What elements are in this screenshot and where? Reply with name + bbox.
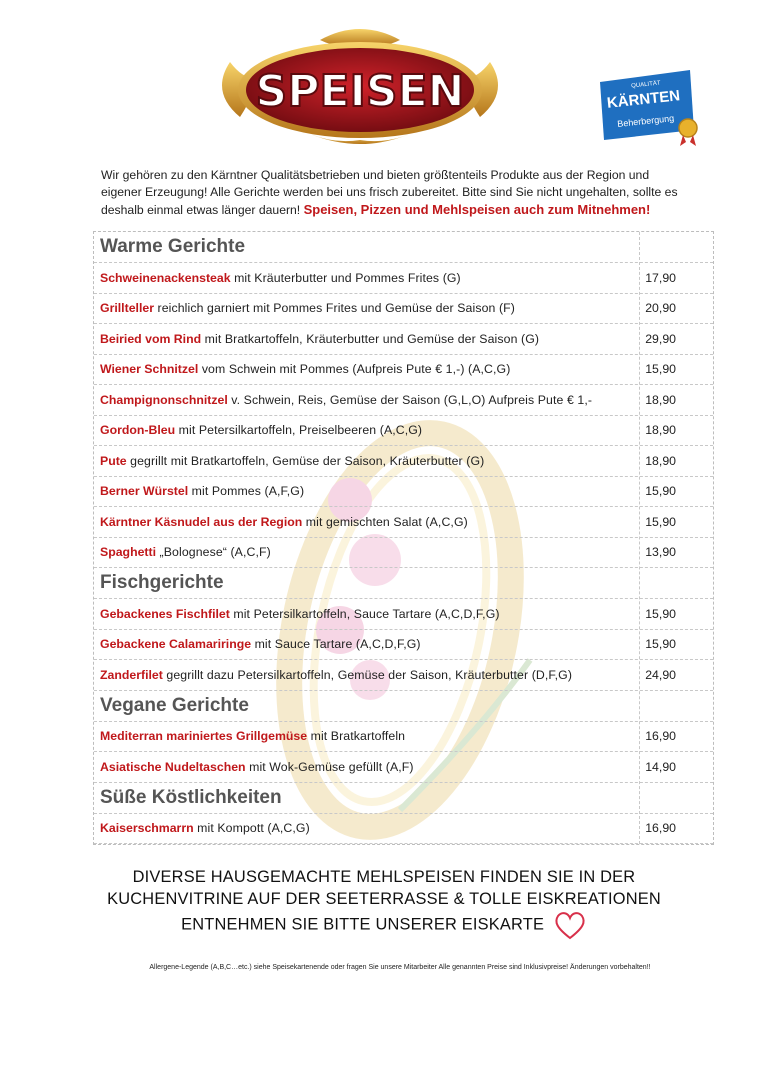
menu-item-description <box>94 515 637 529</box>
menu-item-name: Wiener Schnitzel <box>100 362 199 377</box>
menu-item-details: mit Bratkartoffeln <box>307 729 406 744</box>
menu-item-details: mit Wok-Gemüse gefüllt (A,F) <box>245 759 414 774</box>
menu-table <box>93 231 714 845</box>
menu-item-details: mit Petersilkartoffeln, Preiselbeeren (A,C,G) <box>175 423 423 438</box>
menu-item-name: Zanderfilet <box>100 667 163 682</box>
menu-item-details: vom Schwein mit Pommes (Aufpreis Pute € 1,-) (A,C,G) <box>198 362 511 377</box>
menu-item-description <box>94 668 637 682</box>
intro-paragraph: Wir gehören zu den Kärntner Qualitätsbetrieben und bieten größtenteils Produkte aus der Region und eigener Erzeugung! Alle Gerichte werden bei uns frisch zubereitet. Bitte sind Sie nicht ungehalten, sollte es deshalb einmal etwas länger dauern! <box>101 168 678 217</box>
menu-item-row <box>94 477 713 508</box>
menu-item-name: Gebackene Calamariringe <box>100 637 252 652</box>
menu-section <box>94 691 713 783</box>
menu-item-details: „Bolognese“ (A,C,F) <box>156 545 271 560</box>
menu-item-details: mit gemischten Salat (A,C,G) <box>302 514 468 529</box>
menu-item-details: gegrillt dazu Petersilkartoffeln, Gemüse der Saison, Kräuterbutter (D,F,G) <box>162 667 573 682</box>
menu-item-details: mit Kompott (A,C,G) <box>193 821 310 836</box>
kaernten-quality-badge <box>594 68 700 148</box>
section-title: Süße Köstlichkeiten <box>94 783 713 814</box>
menu-item-name: Spaghetti <box>100 545 157 560</box>
menu-item-row <box>94 385 713 416</box>
menu-item-description <box>94 301 637 315</box>
menu-item-name: Gebackenes Fischfilet <box>100 606 230 621</box>
banner-title: SPEISEN <box>255 66 465 117</box>
menu-item-price: 15,90 <box>645 484 676 499</box>
menu-item-row <box>94 355 713 386</box>
menu-item-price: 18,90 <box>645 453 676 468</box>
note-line-2: KUCHENVITRINE AUF DER SEETERRASSE & TOLLE EISKREATIONEN <box>107 890 661 908</box>
menu-item-price: 18,90 <box>645 392 676 407</box>
badge-main-text: KÄRNTEN <box>606 87 681 112</box>
menu-item-price: 15,90 <box>645 514 676 529</box>
menu-item-row <box>94 538 713 569</box>
menu-item-details: mit Bratkartoffeln, Kräuterbutter und Gemüse der Saison (G) <box>201 331 540 346</box>
intro-text <box>101 167 691 219</box>
menu-item-price: 29,90 <box>645 331 676 346</box>
badge-top-text: QUALITÄT <box>630 80 661 90</box>
menu-item-name: Mediterran mariniertes Grillgemüse <box>100 729 308 744</box>
menu-item-name: Kärntner Käsnudel aus der Region <box>100 514 303 529</box>
menu-item-description <box>94 423 637 437</box>
menu-item-details: v. Schwein, Reis, Gemüse der Saison (G,L,O) Aufpreis Pute € 1,- <box>227 392 593 407</box>
menu-item-details: gegrillt mit Bratkartoffeln, Gemüse der Saison, Kräuterbutter (G) <box>126 453 485 468</box>
menu-item-row <box>94 324 713 355</box>
menu-item-row <box>94 599 713 630</box>
menu-item-description <box>94 637 637 651</box>
menu-item-description <box>94 821 637 835</box>
menu-item-price: 20,90 <box>645 301 676 316</box>
menu-item-description <box>94 393 637 407</box>
menu-item-description <box>94 271 637 285</box>
speisen-banner <box>200 22 520 152</box>
menu-item-row <box>94 630 713 661</box>
menu-section <box>94 783 713 845</box>
menu-item-description <box>94 729 637 743</box>
menu-item-price: 15,90 <box>645 362 676 377</box>
menu-item-row <box>94 446 713 477</box>
menu-item-description <box>94 760 637 774</box>
section-title: Fischgerichte <box>94 568 713 599</box>
note-line-3: ENTNEHMEN SIE BITTE UNSERER EISKARTE <box>181 915 545 934</box>
menu-item-row <box>94 507 713 538</box>
menu-item-row <box>94 814 713 845</box>
menu-section <box>94 568 713 691</box>
mehlspeisen-note <box>70 866 698 940</box>
menu-item-price: 15,90 <box>645 606 676 621</box>
menu-item-details: mit Kräuterbutter und Pommes Frites (G) <box>230 270 461 285</box>
menu-item-row <box>94 660 713 691</box>
section-title: Vegane Gerichte <box>94 691 713 722</box>
menu-item-name: Champignonschnitzel <box>100 392 228 407</box>
menu-item-name: Beiried vom Rind <box>100 331 202 346</box>
menu-item-description <box>94 545 637 559</box>
menu-item-row <box>94 294 713 325</box>
menu-item-price: 16,90 <box>645 729 676 744</box>
takeaway-highlight: Speisen, Pizzen und Mehlspeisen auch zum Mitnehmen! <box>303 202 651 217</box>
section-title: Warme Gerichte <box>94 232 713 263</box>
menu-item-name: Grillteller <box>100 301 154 316</box>
menu-item-description <box>94 362 637 376</box>
allergen-footer: Allergene-Legende (A,B,C…etc.) siehe Speisekartenende oder fragen Sie unsere Mitarbeiter Alle genannten Preise sind Inklusivpreise! Änderungen vorbehalten!! <box>149 964 651 971</box>
menu-item-row <box>94 752 713 783</box>
menu-item-price: 14,90 <box>645 759 676 774</box>
menu-section <box>94 232 713 568</box>
menu-item-name: Asiatische Nudeltaschen <box>100 759 246 774</box>
menu-item-price: 17,90 <box>645 270 676 285</box>
gold-seal-icon <box>679 119 697 137</box>
menu-item-details: mit Petersilkartoffeln, Sauce Tartare (A,C,D,F,G) <box>229 606 500 621</box>
menu-item-description <box>94 607 637 621</box>
menu-item-name: Berner Würstel <box>100 484 189 499</box>
menu-item-row <box>94 416 713 447</box>
menu-item-price: 18,90 <box>645 423 676 438</box>
menu-item-price: 13,90 <box>645 545 676 560</box>
menu-item-price: 16,90 <box>645 821 676 836</box>
menu-item-name: Kaiserschmarrn <box>100 821 194 836</box>
badge-sub-text: Beherbergung <box>616 113 675 129</box>
menu-item-price: 15,90 <box>645 637 676 652</box>
menu-item-row <box>94 722 713 753</box>
menu-item-description <box>94 484 637 498</box>
heart-icon <box>553 910 587 940</box>
menu-item-description <box>94 454 637 468</box>
menu-item-details: reichlich garniert mit Pommes Frites und Gemüse der Saison (F) <box>154 301 515 316</box>
menu-item-details: mit Sauce Tartare (A,C,D,F,G) <box>251 637 421 652</box>
menu-item-description <box>94 332 637 346</box>
note-line-1: DIVERSE HAUSGEMACHTE MEHLSPEISEN FINDEN SIE IN DER <box>132 868 636 886</box>
menu-item-name: Schweinenackensteak <box>100 270 231 285</box>
menu-item-row <box>94 263 713 294</box>
menu-item-details: mit Pommes (A,F,G) <box>188 484 305 499</box>
menu-item-name: Gordon-Bleu <box>100 423 176 438</box>
menu-item-price: 24,90 <box>645 667 676 682</box>
menu-item-name: Pute <box>100 453 127 468</box>
